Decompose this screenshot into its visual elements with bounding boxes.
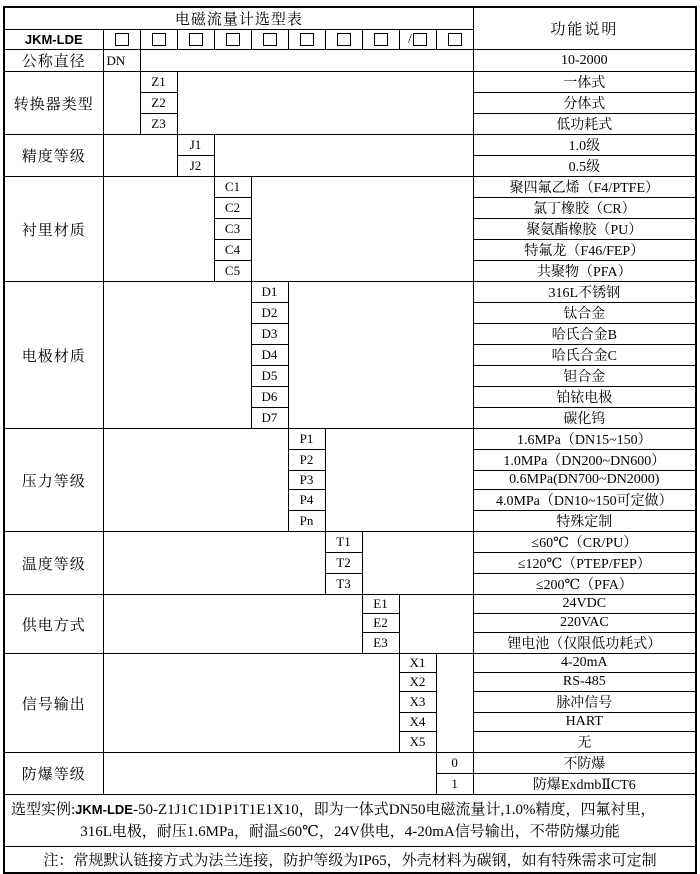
spacer-cell — [399, 595, 473, 654]
option-code: Pn — [288, 511, 325, 532]
option-code: X5 — [399, 732, 436, 753]
model-slot-8 — [362, 30, 399, 50]
option-code: E1 — [362, 595, 399, 614]
option-description: 哈氏合金C — [473, 345, 696, 366]
spec-row-0 — [4, 753, 696, 774]
option-code: C1 — [214, 177, 251, 198]
option-description: 1.0MPa（DN200~DN600） — [473, 450, 696, 471]
spacer-cell — [288, 282, 473, 429]
option-code: D1 — [251, 282, 288, 303]
spacer-cell — [325, 429, 473, 532]
option-description: 1.6MPa（DN15~150） — [473, 429, 696, 450]
function-description-header: 功能说明 — [473, 7, 696, 50]
model-prefix: JKM-LDE — [4, 30, 103, 50]
option-code: D3 — [251, 324, 288, 345]
model-slot-1 — [103, 30, 140, 50]
model-slot-7 — [325, 30, 362, 50]
spec-row-J1 — [4, 135, 696, 156]
option-description: 分体式 — [473, 93, 696, 114]
example-label: 选型实例: — [11, 801, 76, 818]
option-description: 特殊定制 — [473, 511, 696, 532]
spacer-cell — [103, 753, 436, 795]
option-code: J2 — [177, 156, 214, 177]
table-row — [4, 7, 696, 30]
spacer-cell — [103, 282, 251, 429]
option-code: DN — [103, 50, 140, 72]
selection-example — [4, 795, 696, 847]
option-code: D4 — [251, 345, 288, 366]
option-code: X4 — [399, 713, 436, 732]
spacer-cell — [103, 429, 288, 532]
model-slot-4 — [214, 30, 251, 50]
option-description: RS-485 — [473, 673, 696, 692]
category-label: 精度等级 — [4, 135, 103, 177]
model-checkbox[interactable] — [189, 33, 203, 46]
model-slot-3 — [177, 30, 214, 50]
option-code: E2 — [362, 614, 399, 633]
option-code: C3 — [214, 219, 251, 240]
spacer-cell — [214, 135, 473, 177]
option-code: 0 — [436, 753, 473, 774]
option-description: HART — [473, 713, 696, 732]
model-checkbox[interactable] — [152, 33, 166, 46]
option-description: 碳化钨 — [473, 408, 696, 429]
spacer-cell — [103, 532, 325, 595]
model-slot-6 — [288, 30, 325, 50]
model-checkbox[interactable] — [448, 33, 462, 46]
table-row — [4, 795, 696, 847]
option-code: T2 — [325, 553, 362, 574]
model-checkbox[interactable] — [374, 33, 388, 46]
category-label: 防爆等级 — [4, 753, 103, 795]
model-checkbox[interactable] — [413, 33, 427, 46]
example-model-code: JKM-LDE — [75, 801, 133, 817]
spacer-cell — [103, 654, 399, 753]
option-code: D5 — [251, 366, 288, 387]
option-description: 锂电池（仅限低功耗式） — [473, 633, 696, 654]
option-description: 特氟龙（F46/FEP） — [473, 240, 696, 261]
option-description: 220VAC — [473, 614, 696, 633]
category-label: 信号输出 — [4, 654, 103, 753]
option-code: 1 — [436, 774, 473, 795]
spacer-cell — [103, 595, 362, 654]
option-description: 4.0MPa（DN10~150可定做） — [473, 490, 696, 511]
category-label: 压力等级 — [4, 429, 103, 532]
table-row — [4, 847, 696, 873]
option-description: 铂铱电极 — [473, 387, 696, 408]
option-description: 低功耗式 — [473, 114, 696, 135]
option-description: 24VDC — [473, 595, 696, 614]
table-title: 电磁流量计选型表 — [4, 7, 473, 30]
option-description: ≤60℃（CR/PU） — [473, 532, 696, 553]
spacer-cell — [177, 72, 473, 135]
option-description: 4-20mA — [473, 654, 696, 673]
model-checkbox[interactable] — [115, 33, 129, 46]
option-code: X1 — [399, 654, 436, 673]
spec-row-T1 — [4, 532, 696, 553]
option-description: 钽合金 — [473, 366, 696, 387]
option-code: P3 — [288, 471, 325, 490]
category-label: 衬里材质 — [4, 177, 103, 282]
option-code: X2 — [399, 673, 436, 692]
option-description: ≤200℃（PFA） — [473, 574, 696, 595]
option-code: Z3 — [140, 114, 177, 135]
spacer-cell — [103, 72, 140, 135]
option-description: 哈氏合金B — [473, 324, 696, 345]
category-label: 电极材质 — [4, 282, 103, 429]
option-code: Z2 — [140, 93, 177, 114]
spec-row-D1 — [4, 282, 696, 303]
spec-row-Z1 — [4, 72, 696, 93]
option-code: C5 — [214, 261, 251, 282]
option-description: 一体式 — [473, 72, 696, 93]
option-description: 0.6MPa(DN700~DN2000) — [473, 471, 696, 490]
option-description: 防爆ExdmbⅡCT6 — [473, 774, 696, 795]
option-code: C2 — [214, 198, 251, 219]
spacer-cell — [103, 135, 177, 177]
spec-row-P1 — [4, 429, 696, 450]
option-description: 钛合金 — [473, 303, 696, 324]
spacer-cell — [362, 532, 473, 595]
option-description: 316L不锈钢 — [473, 282, 696, 303]
option-description: 聚四氟乙烯（F4/PTFE） — [473, 177, 696, 198]
option-code: D7 — [251, 408, 288, 429]
option-description: 脉冲信号 — [473, 692, 696, 713]
spacer-cell — [251, 177, 473, 282]
option-description: 0.5级 — [473, 156, 696, 177]
option-code: D6 — [251, 387, 288, 408]
option-description: 10-2000 — [473, 50, 696, 72]
category-label: 转换器类型 — [4, 72, 103, 135]
model-checkbox[interactable] — [300, 33, 314, 46]
category-label: 供电方式 — [4, 595, 103, 654]
option-code: D2 — [251, 303, 288, 324]
spec-row-E1 — [4, 595, 696, 614]
option-code: X3 — [399, 692, 436, 713]
model-checkbox[interactable] — [226, 33, 240, 46]
spacer-cell — [140, 50, 473, 72]
option-code: P4 — [288, 490, 325, 511]
model-slot-5 — [251, 30, 288, 50]
spec-row-DN — [4, 50, 696, 72]
model-slot-2 — [140, 30, 177, 50]
option-description: 无 — [473, 732, 696, 753]
option-code: P1 — [288, 429, 325, 450]
spacer-cell — [103, 177, 214, 282]
option-code: J1 — [177, 135, 214, 156]
option-code: C4 — [214, 240, 251, 261]
option-description: 1.0级 — [473, 135, 696, 156]
slash-separator: / — [408, 31, 412, 47]
model-slot-10 — [436, 30, 473, 50]
spec-row-X1 — [4, 654, 696, 673]
option-description: 不防爆 — [473, 753, 696, 774]
spacer-cell — [436, 654, 473, 753]
spec-row-C1 — [4, 177, 696, 198]
model-slot-9 — [399, 30, 436, 50]
category-label: 公称直径 — [4, 50, 103, 72]
option-code: P2 — [288, 450, 325, 471]
option-code: T3 — [325, 574, 362, 595]
option-code: T1 — [325, 532, 362, 553]
option-description: 共聚物（PFA） — [473, 261, 696, 282]
model-checkbox[interactable] — [337, 33, 351, 46]
example-line2: 316L电极，耐压1.6MPa，耐温≤60℃，24V供电，4-20mA信号输出，不带防爆功能 — [80, 823, 620, 840]
category-label: 温度等级 — [4, 532, 103, 595]
footnote: 注：常规默认链接方式为法兰连接，防护等级为IP65，外壳材料为碳钢，如有特殊需求可定制 — [4, 847, 696, 873]
flowmeter-selection-table — [3, 6, 697, 874]
option-code: E3 — [362, 633, 399, 654]
example-line1-text: -50-Z1J1C1D1P1T1E1X10，即为一体式DN50电磁流量计,1.0%精度，四氟衬里， — [132, 801, 656, 818]
option-description: ≤120℃（PTEP/FEP） — [473, 553, 696, 574]
option-description: 聚氨酯橡胶（PU） — [473, 219, 696, 240]
model-checkbox[interactable] — [263, 33, 277, 46]
option-code: Z1 — [140, 72, 177, 93]
option-description: 氯丁橡胶（CR） — [473, 198, 696, 219]
